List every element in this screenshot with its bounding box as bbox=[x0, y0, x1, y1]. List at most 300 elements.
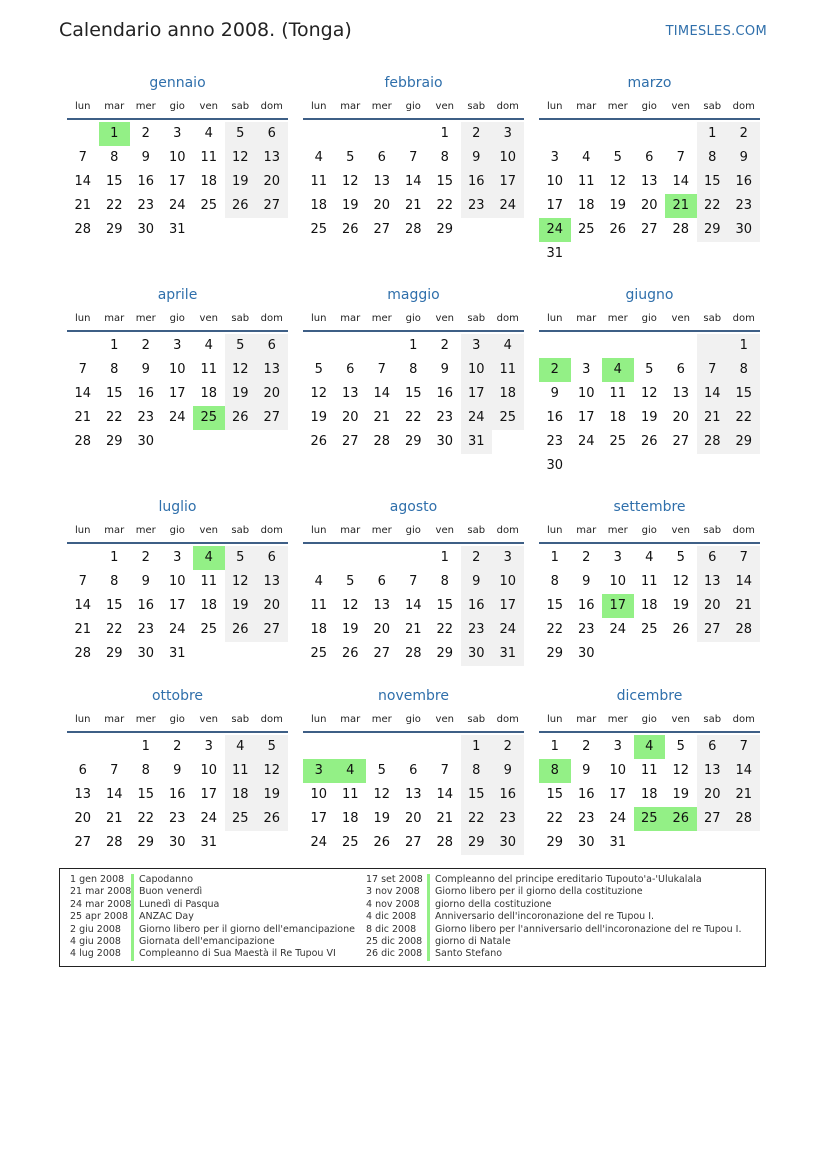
day-cell: 10 bbox=[310, 787, 328, 802]
day-cell: 28 bbox=[672, 222, 690, 237]
day-cell: 1 bbox=[728, 334, 760, 358]
day-cell: 23 bbox=[492, 807, 524, 831]
weekday-header bbox=[303, 96, 524, 120]
day-cell: 13 bbox=[697, 759, 729, 783]
day-cell: 30 bbox=[137, 434, 155, 449]
empty-cell bbox=[398, 735, 430, 759]
month-name: novembre bbox=[378, 688, 449, 704]
empty-cell bbox=[602, 334, 634, 358]
day-cell: 9 bbox=[461, 146, 493, 170]
day-cell: 17 bbox=[492, 594, 524, 618]
day-cell: 23 bbox=[168, 811, 186, 826]
month-name: luglio bbox=[158, 499, 197, 515]
empty-cell bbox=[67, 334, 99, 358]
day-cell: 8 bbox=[409, 362, 418, 377]
day-cell: 28 bbox=[105, 835, 123, 850]
empty-cell bbox=[697, 334, 729, 358]
day-cell: 15 bbox=[404, 386, 422, 401]
day-cell: 30 bbox=[137, 222, 155, 237]
day-cell: 1 bbox=[440, 550, 449, 565]
weekday-label: mer bbox=[371, 714, 392, 725]
day-cell: 3 bbox=[461, 334, 493, 358]
holiday-color-marker bbox=[427, 874, 430, 886]
weekday-label: gio bbox=[169, 714, 185, 725]
day-cell: 22 bbox=[404, 410, 422, 425]
month-name: dicembre bbox=[616, 688, 683, 704]
day-cell: 20 bbox=[697, 783, 729, 807]
holiday-date: 4 giu 2008 bbox=[70, 935, 121, 947]
day-cell: 27 bbox=[256, 618, 288, 642]
holiday-date: 25 apr 2008 bbox=[70, 911, 129, 923]
empty-cell bbox=[539, 122, 571, 146]
day-cell: 12 bbox=[225, 146, 257, 170]
day-cell: 27 bbox=[697, 807, 729, 831]
day-cell: 15 bbox=[546, 787, 564, 802]
day-cell: 12 bbox=[225, 358, 257, 382]
day-cell: 26 bbox=[225, 194, 257, 218]
weekday-label: ven bbox=[435, 714, 454, 725]
day-cell: 6 bbox=[676, 362, 685, 377]
day-cell: 15 bbox=[697, 170, 729, 194]
day-cell: 15 bbox=[461, 783, 493, 807]
day-cell: 29 bbox=[137, 835, 155, 850]
day-cell: 3 bbox=[492, 546, 524, 570]
legend-row bbox=[70, 874, 355, 886]
weekday-header bbox=[67, 709, 288, 733]
day-cell: 27 bbox=[341, 434, 359, 449]
day-cell: 22 bbox=[105, 410, 123, 425]
day-cell: 25 bbox=[200, 198, 218, 213]
day-cell: 12 bbox=[373, 787, 391, 802]
month-febbraio bbox=[303, 72, 524, 284]
day-cell: 7 bbox=[377, 362, 386, 377]
holiday-date: 25 dic 2008 bbox=[366, 935, 423, 947]
holiday-day-cell: 4 bbox=[602, 358, 634, 382]
day-cell: 16 bbox=[546, 410, 564, 425]
month-name: settembre bbox=[613, 499, 686, 515]
day-cell: 18 bbox=[225, 783, 257, 807]
day-cell: 24 bbox=[461, 406, 493, 430]
weekday-label: gio bbox=[169, 101, 185, 112]
day-cell: 17 bbox=[168, 598, 186, 613]
day-cell: 7 bbox=[697, 358, 729, 382]
day-cell: 2 bbox=[141, 126, 150, 141]
day-cell: 27 bbox=[74, 835, 92, 850]
holiday-color-marker bbox=[131, 924, 134, 936]
day-cell: 21 bbox=[404, 198, 422, 213]
day-cell: 24 bbox=[168, 410, 186, 425]
weekday-label: mer bbox=[607, 313, 628, 324]
weekday-label: gio bbox=[169, 313, 185, 324]
weekday-label: mer bbox=[607, 525, 628, 536]
legend-row bbox=[70, 899, 355, 911]
day-cell: 6 bbox=[346, 362, 355, 377]
weekday-label: sab bbox=[231, 714, 250, 725]
holiday-day-cell: 25 bbox=[634, 807, 666, 831]
day-cell: 30 bbox=[168, 835, 186, 850]
weekday-header bbox=[539, 308, 760, 332]
legend-row bbox=[70, 948, 355, 960]
holiday-name: giorno di Natale bbox=[435, 935, 511, 947]
weekday-label: mer bbox=[371, 313, 392, 324]
day-cell: 2 bbox=[492, 735, 524, 759]
holiday-date: 24 mar 2008 bbox=[70, 898, 132, 910]
day-cell: 4 bbox=[645, 550, 654, 565]
day-cell: 24 bbox=[492, 194, 524, 218]
day-cell: 16 bbox=[461, 170, 493, 194]
weekday-label: sab bbox=[467, 101, 486, 112]
holiday-name: Giorno libero per l'anniversario dell'incoronazione del re Tupou I. bbox=[435, 923, 742, 935]
weekday-label: mer bbox=[135, 714, 156, 725]
day-cell: 19 bbox=[225, 170, 257, 194]
day-cell: 5 bbox=[225, 122, 257, 146]
day-cell: 8 bbox=[110, 574, 119, 589]
day-cell: 27 bbox=[640, 222, 658, 237]
day-cell: 7 bbox=[440, 763, 449, 778]
day-cell: 13 bbox=[74, 787, 92, 802]
day-cell: 12 bbox=[640, 386, 658, 401]
day-cell: 14 bbox=[74, 386, 92, 401]
weekday-label: lun bbox=[75, 101, 91, 112]
day-cell: 12 bbox=[609, 174, 627, 189]
day-cell: 7 bbox=[78, 574, 87, 589]
day-cell: 23 bbox=[546, 434, 564, 449]
day-cell: 7 bbox=[409, 574, 418, 589]
empty-cell bbox=[303, 546, 335, 570]
weekday-header bbox=[67, 308, 288, 332]
day-cell: 11 bbox=[200, 150, 218, 165]
legend-row bbox=[70, 886, 355, 898]
weekday-label: mar bbox=[104, 714, 125, 725]
month-giugno bbox=[539, 284, 760, 496]
day-cell: 3 bbox=[582, 362, 591, 377]
day-cell: 15 bbox=[436, 598, 454, 613]
holiday-date: 2 giu 2008 bbox=[70, 923, 121, 935]
day-cell: 13 bbox=[404, 787, 422, 802]
day-cell: 25 bbox=[492, 406, 524, 430]
holiday-date: 4 nov 2008 bbox=[366, 898, 420, 910]
day-cell: 2 bbox=[461, 546, 493, 570]
weekday-label: gio bbox=[405, 714, 421, 725]
day-cell: 11 bbox=[341, 787, 359, 802]
day-cell: 14 bbox=[74, 174, 92, 189]
day-cell: 4 bbox=[204, 126, 213, 141]
day-cell: 18 bbox=[640, 598, 658, 613]
weekday-label: dom bbox=[260, 313, 283, 324]
holiday-date: 4 lug 2008 bbox=[70, 948, 121, 960]
day-cell: 28 bbox=[74, 434, 92, 449]
day-cell: 3 bbox=[492, 122, 524, 146]
day-cell: 7 bbox=[409, 150, 418, 165]
holiday-color-marker bbox=[427, 886, 430, 898]
day-cell: 28 bbox=[404, 646, 422, 661]
weekday-label: ven bbox=[199, 714, 218, 725]
day-cell: 22 bbox=[546, 811, 564, 826]
day-cell: 27 bbox=[256, 194, 288, 218]
day-cell: 2 bbox=[582, 739, 591, 754]
day-cell: 12 bbox=[341, 598, 359, 613]
weekday-label: dom bbox=[260, 101, 283, 112]
day-cell: 1 bbox=[141, 739, 150, 754]
site-logo-link[interactable]: TIMESLES.COM bbox=[665, 24, 767, 39]
day-cell: 21 bbox=[74, 410, 92, 425]
day-cell: 6 bbox=[256, 546, 288, 570]
day-cell: 8 bbox=[461, 759, 493, 783]
legend-row bbox=[70, 936, 355, 948]
holiday-color-marker bbox=[427, 899, 430, 911]
day-cell: 25 bbox=[310, 646, 328, 661]
day-cell: 17 bbox=[609, 787, 627, 802]
day-cell: 1 bbox=[110, 338, 119, 353]
day-cell: 28 bbox=[74, 646, 92, 661]
holiday-color-marker bbox=[131, 874, 134, 886]
day-cell: 28 bbox=[728, 807, 760, 831]
day-cell: 13 bbox=[697, 570, 729, 594]
day-cell: 26 bbox=[225, 406, 257, 430]
day-cell: 18 bbox=[640, 787, 658, 802]
day-cell: 7 bbox=[676, 150, 685, 165]
day-cell: 14 bbox=[74, 598, 92, 613]
day-cell: 3 bbox=[613, 739, 622, 754]
holiday-date: 21 mar 2008 bbox=[70, 886, 132, 898]
days-grid bbox=[539, 122, 760, 266]
weekday-label: dom bbox=[732, 714, 755, 725]
day-cell: 30 bbox=[461, 642, 493, 666]
day-cell: 24 bbox=[168, 198, 186, 213]
day-cell: 26 bbox=[341, 646, 359, 661]
day-cell: 18 bbox=[200, 386, 218, 401]
day-cell: 16 bbox=[577, 598, 595, 613]
day-cell: 13 bbox=[640, 174, 658, 189]
day-cell: 4 bbox=[225, 735, 257, 759]
day-cell: 13 bbox=[256, 358, 288, 382]
legend-row bbox=[70, 911, 355, 923]
holiday-day-cell: 1 bbox=[99, 122, 131, 146]
day-cell: 11 bbox=[640, 574, 658, 589]
day-cell: 22 bbox=[546, 622, 564, 637]
day-cell: 10 bbox=[168, 150, 186, 165]
day-cell: 2 bbox=[582, 550, 591, 565]
months-grid bbox=[67, 72, 760, 875]
month-name: febbraio bbox=[384, 75, 443, 91]
day-cell: 29 bbox=[697, 218, 729, 242]
day-cell: 23 bbox=[461, 618, 493, 642]
holiday-day-cell: 26 bbox=[665, 807, 697, 831]
day-cell: 11 bbox=[200, 574, 218, 589]
legend-row bbox=[366, 874, 741, 886]
day-cell: 13 bbox=[256, 570, 288, 594]
day-cell: 22 bbox=[461, 807, 493, 831]
day-cell: 8 bbox=[110, 150, 119, 165]
day-cell: 2 bbox=[461, 122, 493, 146]
day-cell: 9 bbox=[173, 763, 182, 778]
weekday-label: mer bbox=[371, 525, 392, 536]
month-name: giugno bbox=[625, 287, 674, 303]
day-cell: 10 bbox=[200, 763, 218, 778]
weekday-header bbox=[539, 520, 760, 544]
holiday-day-cell: 8 bbox=[539, 759, 571, 783]
empty-cell bbox=[303, 334, 335, 358]
weekday-label: lun bbox=[75, 525, 91, 536]
day-cell: 14 bbox=[697, 382, 729, 406]
day-cell: 18 bbox=[310, 622, 328, 637]
day-cell: 26 bbox=[310, 434, 328, 449]
month-name: gennaio bbox=[149, 75, 206, 91]
empty-cell bbox=[398, 546, 430, 570]
empty-cell bbox=[99, 735, 131, 759]
weekday-label: sab bbox=[703, 525, 722, 536]
day-cell: 6 bbox=[377, 574, 386, 589]
day-cell: 14 bbox=[728, 570, 760, 594]
weekday-label: dom bbox=[732, 313, 755, 324]
weekday-label: dom bbox=[496, 525, 519, 536]
day-cell: 19 bbox=[373, 811, 391, 826]
day-cell: 9 bbox=[550, 386, 559, 401]
weekday-label: gio bbox=[169, 525, 185, 536]
weekday-label: mar bbox=[104, 101, 125, 112]
day-cell: 6 bbox=[409, 763, 418, 778]
holiday-date: 3 nov 2008 bbox=[366, 886, 420, 898]
day-cell: 23 bbox=[461, 194, 493, 218]
day-cell: 21 bbox=[728, 783, 760, 807]
holiday-day-cell: 3 bbox=[303, 759, 335, 783]
day-cell: 24 bbox=[200, 811, 218, 826]
day-cell: 5 bbox=[377, 763, 386, 778]
day-cell: 21 bbox=[728, 594, 760, 618]
day-cell: 10 bbox=[492, 570, 524, 594]
day-cell: 29 bbox=[546, 646, 564, 661]
day-cell: 8 bbox=[110, 362, 119, 377]
day-cell: 24 bbox=[492, 618, 524, 642]
day-cell: 13 bbox=[373, 598, 391, 613]
day-cell: 25 bbox=[609, 434, 627, 449]
day-cell: 18 bbox=[200, 598, 218, 613]
day-cell: 19 bbox=[609, 198, 627, 213]
day-cell: 8 bbox=[141, 763, 150, 778]
weekday-label: gio bbox=[405, 525, 421, 536]
day-cell: 31 bbox=[492, 642, 524, 666]
day-cell: 7 bbox=[728, 735, 760, 759]
day-cell: 27 bbox=[256, 406, 288, 430]
day-cell: 16 bbox=[137, 598, 155, 613]
day-cell: 17 bbox=[546, 198, 564, 213]
holiday-date: 1 gen 2008 bbox=[70, 874, 125, 885]
day-cell: 29 bbox=[436, 222, 454, 237]
weekday-label: gio bbox=[405, 101, 421, 112]
holiday-day-cell: 4 bbox=[634, 735, 666, 759]
day-cell: 9 bbox=[141, 362, 150, 377]
day-cell: 25 bbox=[341, 835, 359, 850]
day-cell: 25 bbox=[310, 222, 328, 237]
empty-cell bbox=[634, 334, 666, 358]
month-name: maggio bbox=[387, 287, 440, 303]
day-cell: 27 bbox=[404, 835, 422, 850]
day-cell: 4 bbox=[204, 338, 213, 353]
empty-cell bbox=[634, 122, 666, 146]
holiday-name: Capodanno bbox=[139, 874, 194, 885]
day-cell: 17 bbox=[461, 382, 493, 406]
day-cell: 2 bbox=[141, 550, 150, 565]
day-cell: 6 bbox=[697, 546, 729, 570]
day-cell: 14 bbox=[728, 759, 760, 783]
weekday-label: mer bbox=[135, 525, 156, 536]
day-cell: 18 bbox=[310, 198, 328, 213]
day-cell: 27 bbox=[672, 434, 690, 449]
day-cell: 13 bbox=[341, 386, 359, 401]
day-cell: 12 bbox=[256, 759, 288, 783]
day-cell: 23 bbox=[137, 410, 155, 425]
month-settembre bbox=[539, 496, 760, 685]
days-grid bbox=[539, 546, 760, 666]
day-cell: 31 bbox=[168, 222, 186, 237]
weekday-label: mer bbox=[371, 101, 392, 112]
day-cell: 18 bbox=[609, 410, 627, 425]
day-cell: 30 bbox=[137, 646, 155, 661]
legend-row bbox=[366, 936, 741, 948]
day-cell: 20 bbox=[373, 198, 391, 213]
day-cell: 8 bbox=[440, 150, 449, 165]
holiday-color-marker bbox=[427, 911, 430, 923]
empty-cell bbox=[665, 122, 697, 146]
day-cell: 21 bbox=[373, 410, 391, 425]
day-cell: 31 bbox=[609, 835, 627, 850]
day-cell: 24 bbox=[168, 622, 186, 637]
weekday-label: mar bbox=[104, 313, 125, 324]
day-cell: 3 bbox=[204, 739, 213, 754]
day-cell: 17 bbox=[168, 386, 186, 401]
day-cell: 30 bbox=[546, 458, 564, 473]
day-cell: 2 bbox=[728, 122, 760, 146]
weekday-label: mer bbox=[135, 101, 156, 112]
empty-cell bbox=[335, 334, 367, 358]
day-cell: 22 bbox=[105, 198, 123, 213]
weekday-header bbox=[539, 96, 760, 120]
weekday-label: gio bbox=[641, 313, 657, 324]
day-cell: 25 bbox=[577, 222, 595, 237]
day-cell: 24 bbox=[609, 622, 627, 637]
day-cell: 30 bbox=[577, 646, 595, 661]
day-cell: 31 bbox=[168, 646, 186, 661]
day-cell: 14 bbox=[672, 174, 690, 189]
weekday-header bbox=[303, 520, 524, 544]
days-grid bbox=[67, 546, 288, 666]
days-grid bbox=[539, 735, 760, 855]
empty-cell bbox=[303, 122, 335, 146]
day-cell: 12 bbox=[225, 570, 257, 594]
month-marzo bbox=[539, 72, 760, 284]
day-cell: 28 bbox=[436, 835, 454, 850]
day-cell: 6 bbox=[256, 334, 288, 358]
day-cell: 20 bbox=[697, 594, 729, 618]
weekday-label: ven bbox=[199, 313, 218, 324]
day-cell: 2 bbox=[141, 338, 150, 353]
holiday-name: giorno della costituzione bbox=[435, 898, 552, 910]
day-cell: 12 bbox=[341, 174, 359, 189]
holiday-name: ANZAC Day bbox=[139, 911, 194, 923]
empty-cell bbox=[539, 334, 571, 358]
day-cell: 19 bbox=[310, 410, 328, 425]
day-cell: 26 bbox=[256, 807, 288, 831]
day-cell: 16 bbox=[577, 787, 595, 802]
days-grid bbox=[303, 546, 524, 666]
weekday-label: lun bbox=[547, 101, 563, 112]
day-cell: 20 bbox=[256, 170, 288, 194]
month-novembre bbox=[303, 685, 524, 875]
weekday-label: lun bbox=[311, 101, 327, 112]
legend-row bbox=[366, 911, 741, 923]
empty-cell bbox=[366, 546, 398, 570]
day-cell: 6 bbox=[645, 150, 654, 165]
